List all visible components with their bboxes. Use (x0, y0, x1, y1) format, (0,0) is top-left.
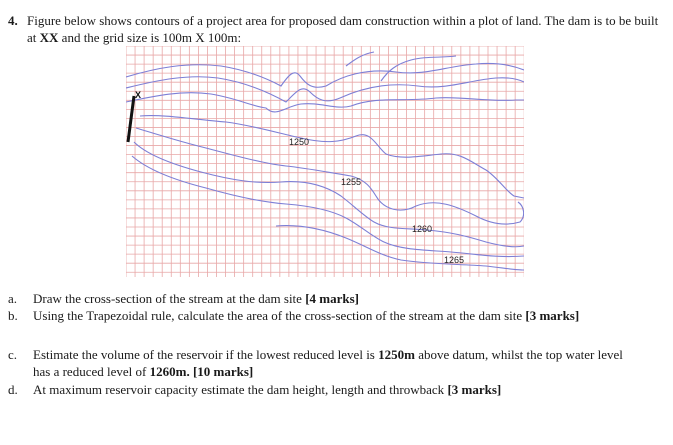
marks: [3 marks] (447, 382, 502, 397)
item-label: d. (8, 382, 18, 397)
dam-site-label: XX (39, 30, 59, 45)
dam-site-marker (128, 90, 141, 142)
contour-line-5 (136, 128, 524, 224)
contour-line-7 (132, 156, 524, 257)
dam-axis-line (128, 96, 134, 142)
grid-lines (126, 46, 524, 277)
contour-label-1265: 1265 (444, 255, 465, 265)
question-text (27, 12, 662, 46)
marker-label: X (135, 90, 142, 100)
item-text: Using the Trapezoidal rule, calculate the area of the cross-section of the stream at the dam site [3 marks] (33, 308, 580, 323)
contour-map (126, 46, 524, 277)
contour-label-1250: 1250 (289, 137, 310, 147)
lowest-level: 1250m (378, 347, 415, 362)
contour-label-1255: 1255 (341, 177, 362, 187)
contour-labels (289, 137, 464, 265)
item-label: b. (8, 308, 18, 323)
question-number: 4. (8, 13, 18, 28)
top-water-level: 1260m (149, 364, 187, 379)
item-text: Draw the cross-section of the stream at the dam site [4 marks] (33, 291, 359, 306)
contour-line-9 (346, 52, 456, 81)
question-text-part-2: and the grid size is 100m X 100m: (58, 30, 242, 45)
contour-line-6 (134, 142, 524, 247)
item-label: a. (8, 291, 18, 306)
question-text-part-1: Figure below shows contours of a project area for proposed dam construction within a plot of land. The dam is to be built at (27, 13, 659, 45)
item-text: Estimate the volume of the reservoir if the lowest reduced level is 1250m above datum, whilst the top water level has a reduced level of 1260m. [10 marks] (33, 347, 623, 379)
contour-label-1260: 1260 (412, 224, 433, 234)
marks: [3 marks] (525, 308, 580, 323)
item-label: c. (8, 347, 18, 362)
item-text: At maximum reservoir capacity estimate the dam height, length and throwback [3 marks] (33, 382, 502, 397)
marks: . [10 marks] (186, 364, 254, 379)
marks: [4 marks] (305, 291, 359, 306)
